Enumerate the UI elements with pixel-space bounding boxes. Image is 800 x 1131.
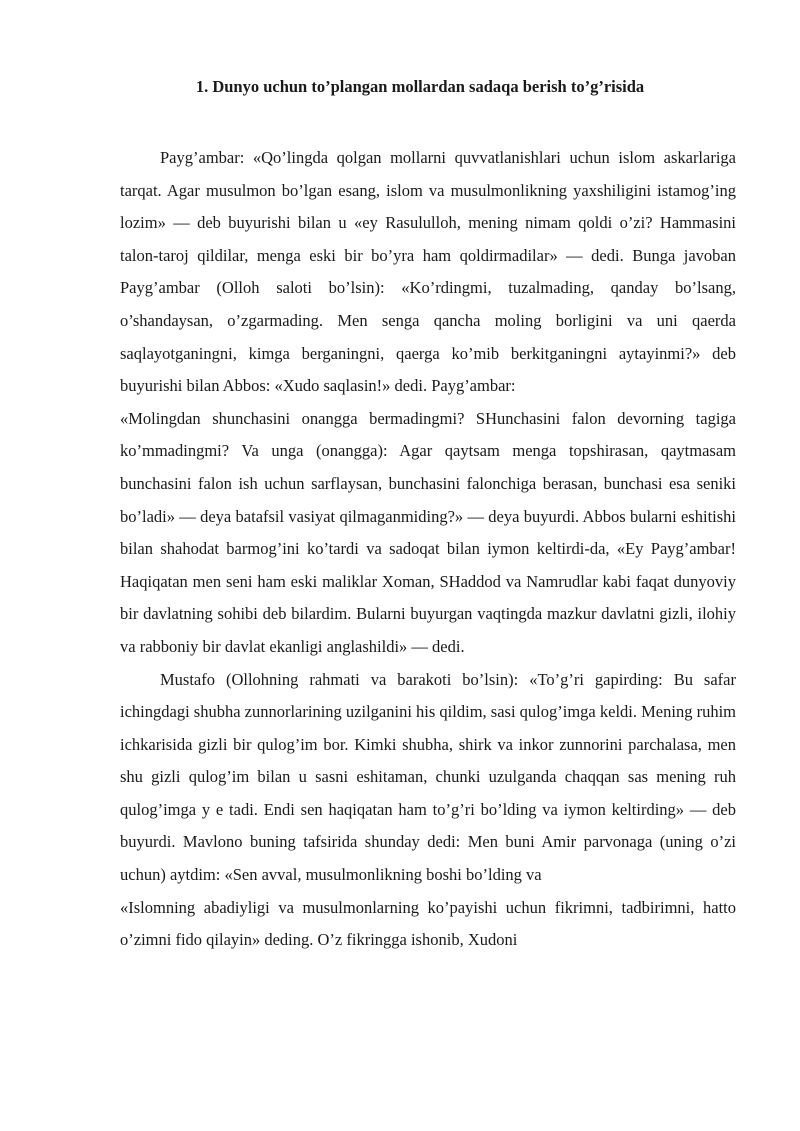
paragraph-molingdan: «Molingdan shunchasini onangga bermadingmi? SHunchasini falon devorning tagiga ko’mmadingmi? Va unga (onangga): Agar qaytsam menga topshirasan, qaytmasam bunchasini falon ish uchun sarflaysan, bunchasini falonchiga berasan, bunchasi esa seniki bo’ladi» — deya batafsil vasiyat qilmaganmiding?» — deya buyurdi. Abbos bularni eshitishi bilan shahodat barmog’ini ko’tardi va sadoqat bilan iymon keltirdi-da, «Ey Payg’ambar! Haqiqatan men seni ham eski maliklar Xoman, SHaddod va Namrudlar kabi faqat dunyoviy bir davlatning sohibi deb bilardim. Bularni buyurgan vaqtingda mazkur davlatni gizli, ilohiy va rabboniy bir davlat ekanligi anglashildi» — dedi. [120,408,736,656]
paragraph-islomning: «Islomning abadiyligi va musulmonlarning ko’payishi uchun fikrimni, tadbirimni, hatto o’zimni fido qilayin» deding. O’z fikringga ishonib, Xudoni [120,897,736,950]
paragraph-payg-ambar: Payg’ambar: «Qo’lingda qolgan mollarni quvvatlanishlari uchun islom askarlariga tarqat. Agar musulmon bo’lgan esang, islom va musulmonlikning yaxshiligini istamog’ing lozim» — deb buyurishi bilan u «ey Rasululloh, mening nimam qoldi o’zi? Hammasini talon-taroj qildilar, menga eski bir bo’yra ham qoldirmadilar» — dedi. Bunga javoban Payg’ambar (Olloh saloti bo’lsin): «Ko’rdingmi, tuzalmading, qanday bo’lsang, o’shandaysan, o’zgarmading. Men senga qancha moling borligini va uni qaerda saqlayotganingni, kimga berganingni, qaerga ko’mib berkitganingni aytayinmi?» deb buyurishi bilan Abbos: «Xudo saqlasin!» dedi. Payg’ambar: [120,148,736,396]
section-heading: 1. Dunyo uchun to’plangan mollardan sadaqa berish to’g’risida [195,77,645,96]
paragraph-mustafo: Mustafo (Ollohning rahmati va barakoti bo’lsin): «To’g’ri gapirding: Bu safar ichingdagi shubha zunnorlarining uzilganini his qildim, sasi qulog’imga keldi. Mening ruhim ichkarisida gizli bir qulog’im bor. Kimki shubha, shirk va inkor zunnorini parchalasa, men shu gizli qulog’im bilan u sasni eshitaman, chunki uzulganda chaqqan sas mening ruh qulog’imga y e tadi. Endi sen haqiqatan ham to’g’ri bo’lding va iymon keltirding» — deb buyurdi. Mavlono buning tafsirida shunday dedi: Men buni Amir parvonaga (uning o’zi uchun) aytdim: «Sen avval, musulmonlikning boshi bo’lding va [120,669,736,885]
document-body [120,142,736,957]
